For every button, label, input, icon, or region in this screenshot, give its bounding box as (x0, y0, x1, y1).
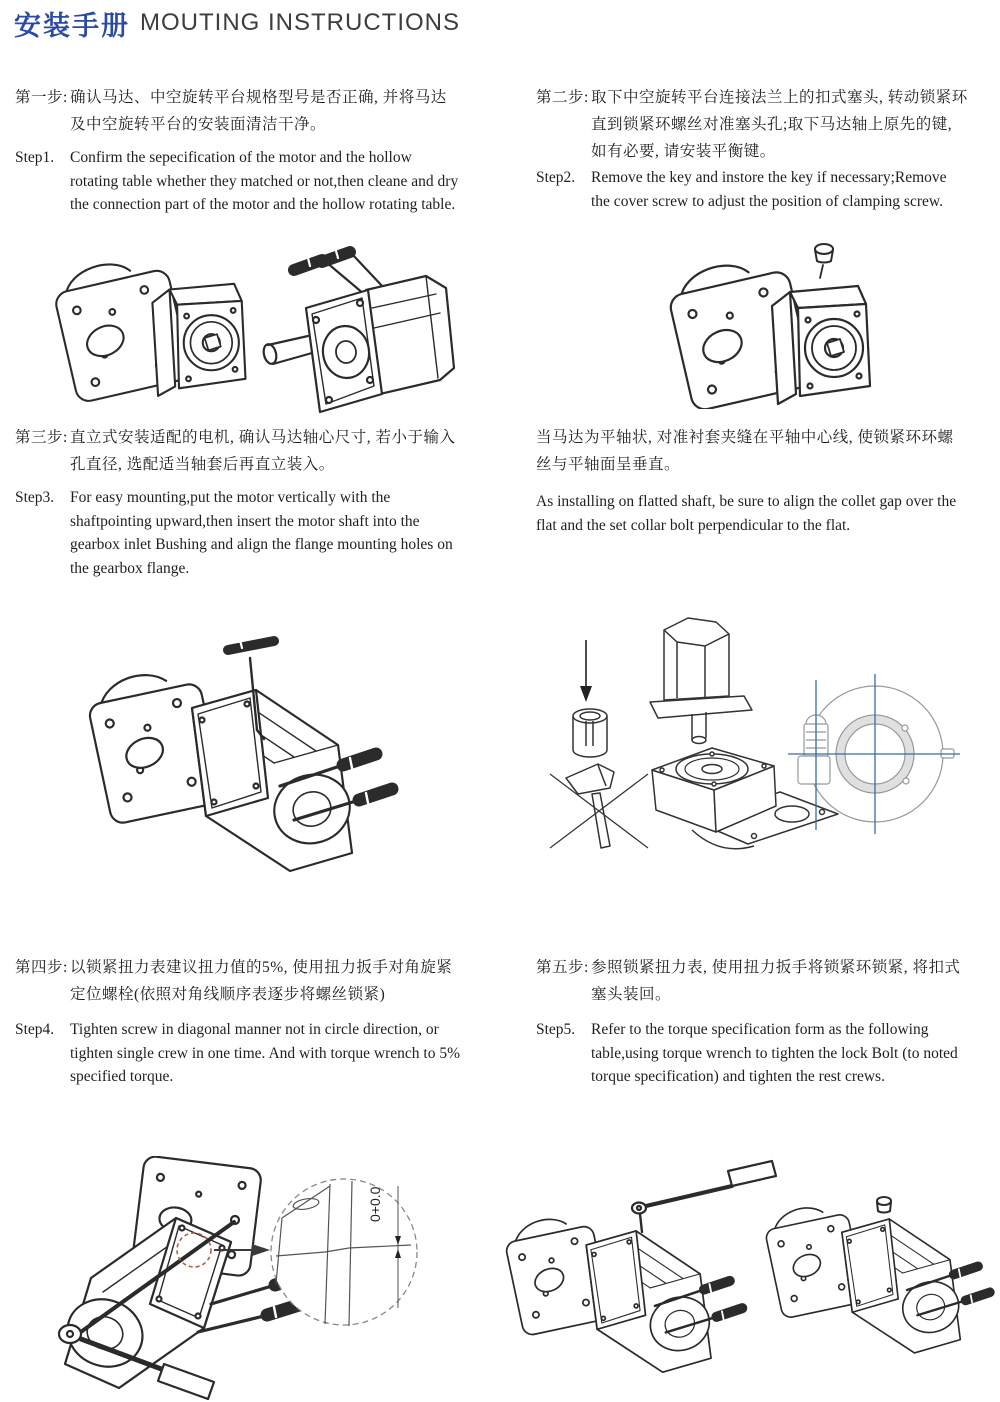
step1-chinese (15, 84, 460, 138)
step2-english-text: Remove the key and instore the key if necessary;Remove the cover screw to adjust the position of clamping screw. (591, 169, 947, 210)
figure-vertical-mounting-drawing (540, 604, 970, 886)
step1-chinese-text: 确认马达、中空旋转平台规格型号是否正确, 并将马达及中空旋转平台的安装面清洁干净。 (70, 89, 447, 133)
flat-shaft-note-chinese-text: 当马达为平轴状, 对准衬套夹缝在平轴中心线, 使锁紧环环螺丝与平轴面呈垂直。 (536, 429, 954, 473)
step5-chinese (536, 954, 976, 1008)
step3-english (15, 486, 460, 580)
step3-chinese-text: 直立式安装适配的电机, 确认马达轴心尺寸, 若小于输入孔直径, 选配适当轴套后再直立装入。 (70, 429, 456, 473)
shaft-bushing-drawing (573, 709, 607, 757)
page-title-english: MOUTING INSTRUCTIONS (140, 9, 460, 36)
step1-english (15, 146, 460, 217)
flat-shaft-note-chinese (536, 424, 968, 478)
insert-direction-arrow-icon (580, 640, 592, 702)
step4-english-text: Tighten screw in diagonal manner not in circle direction, or tighten single crew in one time. And with torque wrench to 5% specified torque. (70, 1021, 460, 1085)
step2-chinese-text: 取下中空旋转平台连接法兰上的扣式塞头, 转动锁紧环直到锁紧环螺丝对准塞头孔;取下马达轴上原先的键, 如有必要, 请安装平衡键。 (591, 89, 968, 160)
gap-dimension-label: 0+0.0 (367, 1186, 383, 1222)
figure-step1-table-and-motor-drawing (44, 236, 464, 418)
step2-english-label: Step2. (536, 169, 576, 186)
step4-chinese-text: 以锁紧扭力表建议扭力值的5%, 使用扭力扳手对角旋紧定位螺栓(依照对角线顺序表逐步将螺丝锁紧) (70, 959, 453, 1003)
step2-chinese-label: 第二步: (536, 89, 589, 106)
step5-english (536, 1018, 981, 1089)
cover-plug-replace-drawing (877, 1197, 891, 1212)
step1-chinese-label: 第一步: (15, 89, 68, 106)
step3-english-label: Step3. (15, 489, 55, 506)
figure-step4-tightening-and-gap-detail-drawing (26, 1156, 474, 1402)
step1-english-label: Step1. (15, 149, 55, 166)
step3-chinese (15, 424, 460, 478)
motor-assembly-drawing (58, 1218, 307, 1388)
step3-chinese-label: 第三步: (15, 429, 68, 446)
step2-english (536, 166, 968, 213)
step3-english-text: For easy mounting,put the motor vertically with the shaftpointing upward,then insert the motor shaft into the gearbox inlet Bushing and align the flange mounting holes on the gearbox flange. (70, 489, 453, 577)
step4-english-label: Step4. (15, 1021, 55, 1038)
no-hammer-icon (550, 764, 648, 848)
vertical-motor-drawing (650, 618, 752, 744)
page-title-chinese: 安装手册 (14, 11, 130, 41)
figure-step2-table-with-plug-drawing (648, 234, 898, 409)
cover-plug-drawing (815, 244, 833, 278)
torque-wrench-on-lock-bolt-drawing (632, 1161, 776, 1232)
step4-chinese-label: 第四步: (15, 959, 68, 976)
gap-detail-magnifier (271, 1179, 417, 1326)
figure-step5-final-tightening-drawing (492, 1156, 1000, 1402)
step4-chinese (15, 954, 460, 1008)
step5-english-label: Step5. (536, 1021, 576, 1038)
figure-step3-assembly-with-hex-key-drawing (78, 612, 418, 888)
servo-motor-drawing (262, 251, 454, 412)
flat-shaft-note-english (536, 490, 972, 537)
step1-english-text: Confirm the sepecification of the motor and the hollow rotating table whether they matched or not,then cleane and dry the connection part of the motor and the hollow rotating table. (70, 149, 459, 213)
step5-chinese-label: 第五步: (536, 959, 589, 976)
flat-shaft-note-english-text: As installing on flatted shaft, be sure to align the collet gap over the flat and the set collar bolt perpendicular to the flat. (536, 493, 957, 534)
step4-english (15, 1018, 460, 1089)
step5-chinese-text: 参照锁紧扭力表, 使用扭力扳手将锁紧环锁紧, 将扣式塞头装回。 (591, 959, 961, 1003)
step5-english-text: Refer to the torque specification form as the following table,using torque wrench to tighten the lock Bolt (to noted torque specification) and tighten the rest crews. (591, 1021, 958, 1085)
step2-chinese (536, 84, 968, 165)
